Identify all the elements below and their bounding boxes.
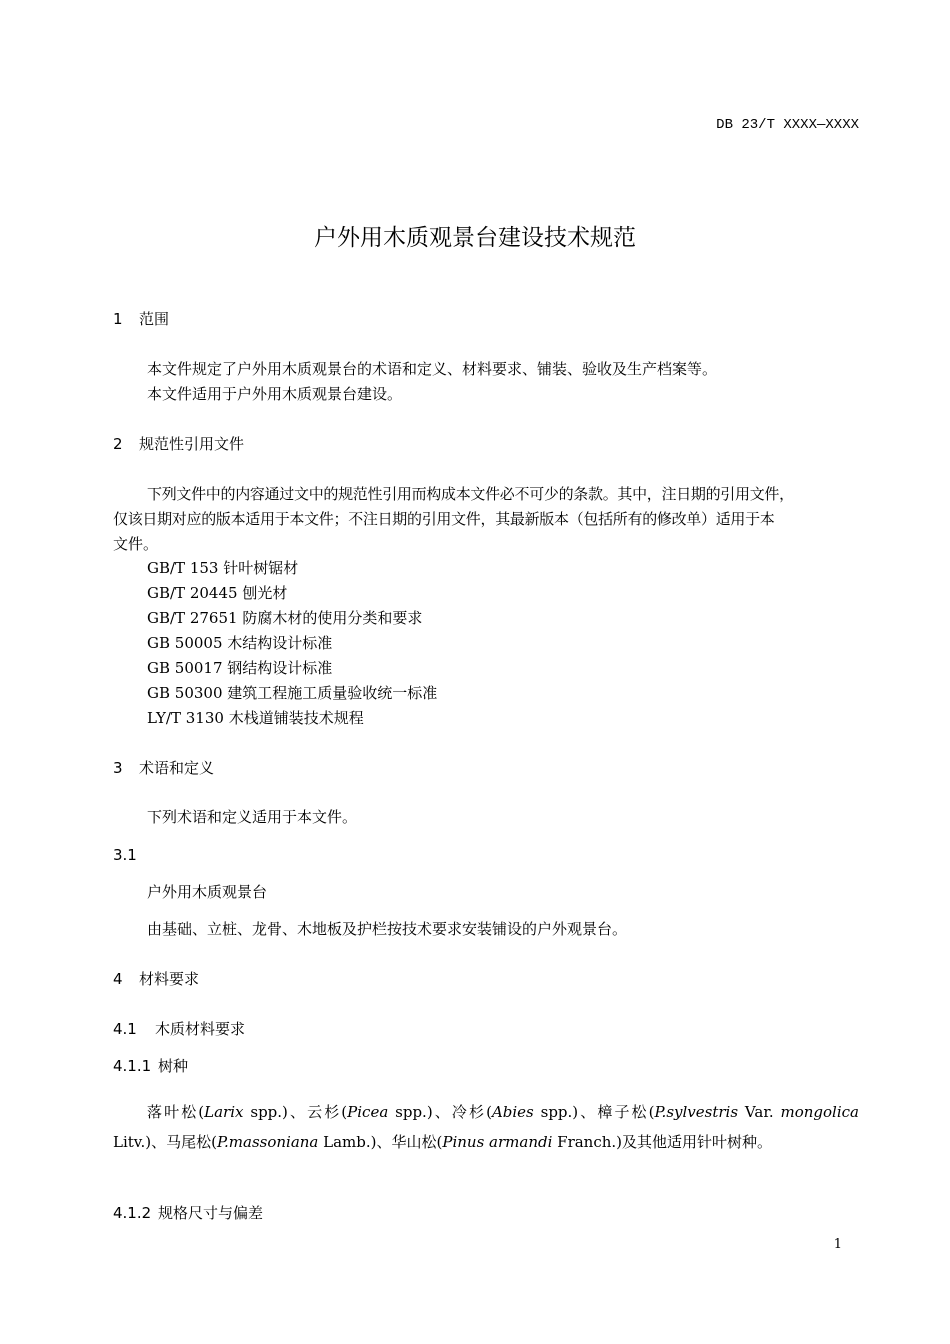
section-4-1-1-heading: 4.1.1 树种 xyxy=(113,1057,189,1075)
reference-item xyxy=(147,633,332,653)
latin-name: P.sylvestris xyxy=(654,1103,739,1121)
reference-title: 建筑工程施工质量验收统一标准 xyxy=(227,684,438,702)
paragraph: 文件。 xyxy=(113,535,159,553)
text-segment: spp.)、樟子松( xyxy=(533,1103,655,1121)
text-segment: Franch.)及其他适用针叶树种。 xyxy=(552,1133,773,1151)
section-2-heading: 2 规范性引用文件 xyxy=(113,435,245,453)
text-segment: Litv.)、马尾松( xyxy=(113,1133,217,1151)
reference-code: GB/T 153 xyxy=(147,559,219,577)
reference-code: GB/T 20445 xyxy=(147,584,238,602)
section-4-heading: 4 材料要求 xyxy=(113,970,200,988)
latin-name: P.massoniana xyxy=(216,1133,319,1151)
reference-item xyxy=(147,708,364,728)
text-segment: spp.)、云杉( xyxy=(243,1103,348,1121)
reference-title: 木结构设计标准 xyxy=(227,634,333,652)
paragraph: 下列术语和定义适用于本文件。 xyxy=(147,808,358,826)
latin-name: mongolica xyxy=(780,1103,859,1121)
paragraph: 本文件规定了户外用木质观景台的术语和定义、材料要求、铺装、验收及生产档案等。 xyxy=(147,360,718,378)
reference-item xyxy=(147,558,298,578)
term-name: 户外用木质观景台 xyxy=(147,883,268,901)
reference-code: GB 50300 xyxy=(147,684,223,702)
reference-item xyxy=(147,683,437,703)
reference-code: GB/T 27651 xyxy=(147,609,238,627)
text-segment: Lamb.)、华山松( xyxy=(318,1133,443,1151)
reference-code: LY/T 3130 xyxy=(147,709,224,727)
reference-code: GB 50005 xyxy=(147,634,223,652)
reference-title: 针叶树锯材 xyxy=(223,559,299,577)
reference-code: GB 50017 xyxy=(147,659,223,677)
reference-title: 防腐木材的使用分类和要求 xyxy=(242,609,423,627)
latin-name: Picea xyxy=(347,1103,389,1121)
document-code: DB 23/T XXXX—XXXX xyxy=(716,117,859,133)
text-segment: Var. xyxy=(738,1103,781,1121)
reference-item xyxy=(147,583,287,603)
paragraph: 本文件适用于户外用木质观景台建设。 xyxy=(147,385,403,403)
reference-title: 钢结构设计标准 xyxy=(227,659,333,677)
reference-item xyxy=(147,608,422,628)
section-1-heading: 1 范围 xyxy=(113,310,170,328)
reference-title: 刨光材 xyxy=(242,584,288,602)
latin-name: Pinus armandi xyxy=(442,1133,553,1151)
page-number: 1 xyxy=(833,1237,842,1252)
latin-name: Larix xyxy=(204,1103,244,1121)
term-number: 3.1 xyxy=(113,846,137,864)
section-3-heading: 3 术语和定义 xyxy=(113,759,215,777)
text-segment: 落叶松( xyxy=(147,1103,205,1121)
reference-title: 木栈道铺装技术规程 xyxy=(228,709,364,727)
section-4-1-2-heading: 4.1.2 规格尺寸与偏差 xyxy=(113,1204,264,1222)
reference-item xyxy=(147,658,332,678)
term-definition: 由基础、立桩、龙骨、木地板及护栏按技术要求安装铺设的户外观景台。 xyxy=(147,920,628,938)
page-title: 户外用木质观景台建设技术规范 xyxy=(314,225,636,251)
paragraph: 仅该日期对应的版本适用于本文件；不注日期的引用文件，其最新版本（包括所有的修改单）适用于本 xyxy=(113,510,775,528)
text-segment: spp.)、冷杉( xyxy=(388,1103,492,1121)
paragraph: 下列文件中的内容通过文中的规范性引用而构成本文件必不可少的条款。其中，注日期的引用文件， xyxy=(147,485,794,503)
section-4-1-heading: 4.1 木质材料要求 xyxy=(113,1020,246,1038)
species-paragraph xyxy=(113,1097,859,1157)
latin-name: Abies xyxy=(491,1103,534,1121)
